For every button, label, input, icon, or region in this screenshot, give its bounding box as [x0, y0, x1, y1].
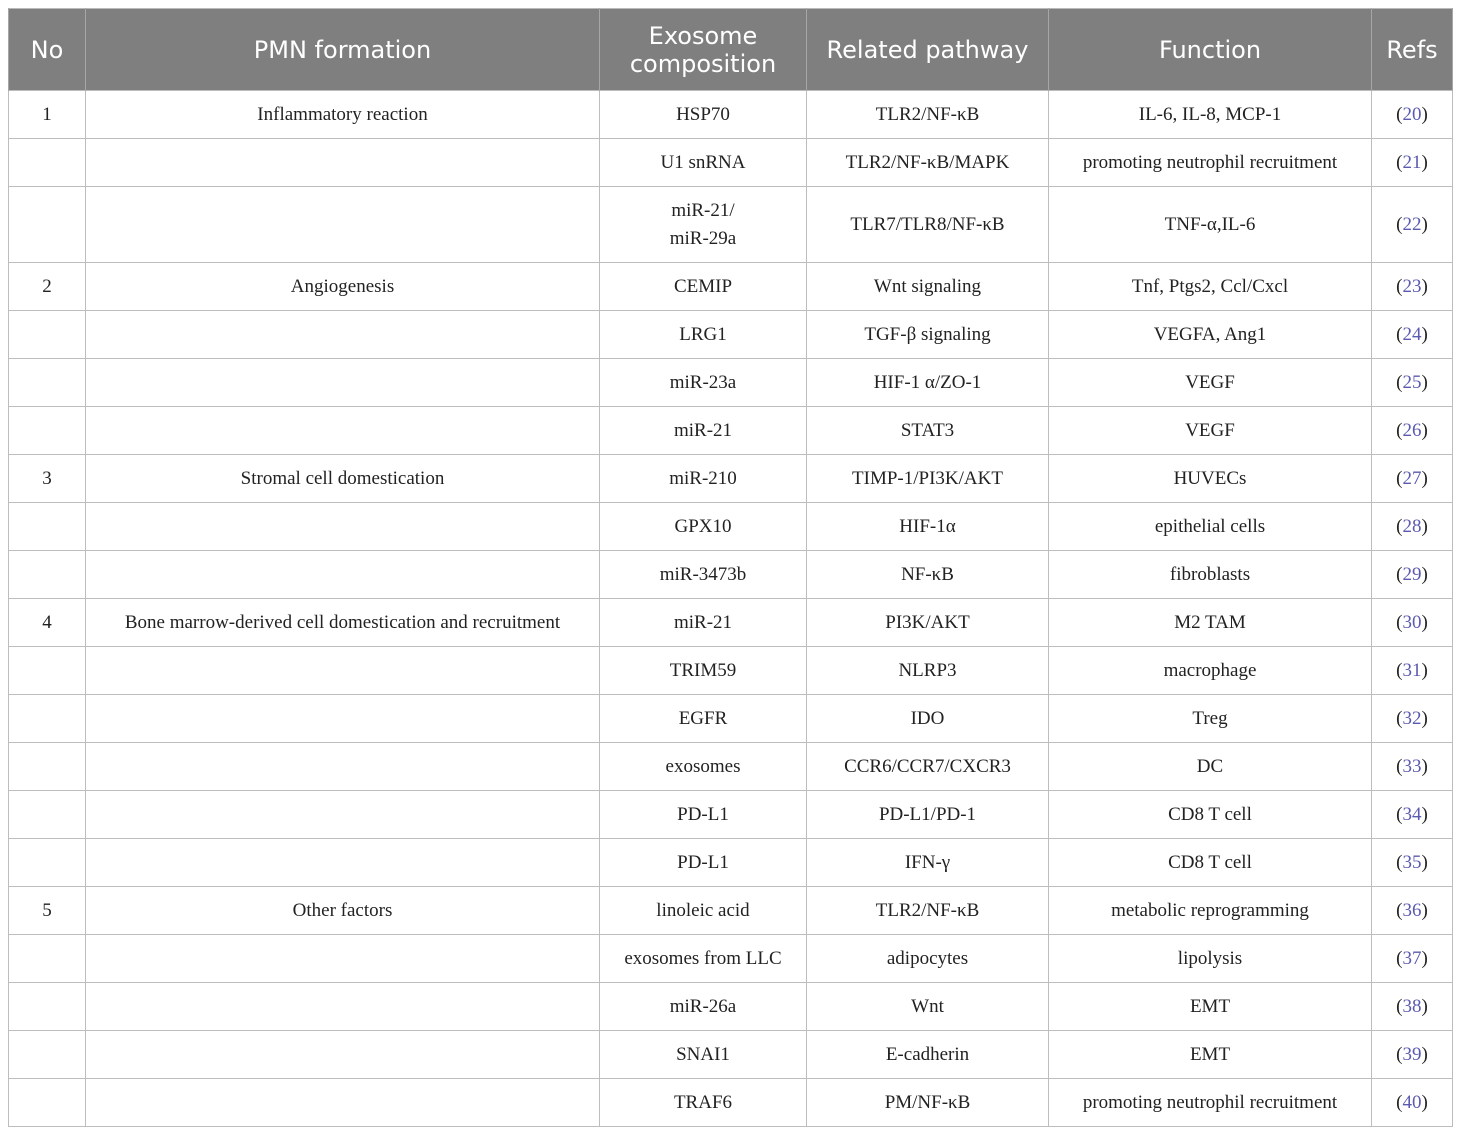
cell-exosome-composition: miR-21/ miR-29a — [600, 187, 807, 263]
cell-no — [9, 743, 86, 791]
ref-close-paren: ) — [1421, 371, 1428, 393]
cell-refs — [1372, 887, 1453, 935]
reference-link[interactable]: 34 — [1402, 803, 1422, 825]
table-row — [9, 599, 1453, 647]
ref-open-paren: ( — [1396, 515, 1403, 537]
cell-exosome-composition: miR-21 — [600, 599, 807, 647]
cell-pmn-formation — [86, 503, 600, 551]
table-row — [9, 359, 1453, 407]
cell-related-pathway: STAT3 — [807, 407, 1049, 455]
header-refs: Refs — [1372, 9, 1453, 91]
cell-function: epithelial cells — [1049, 503, 1372, 551]
cell-related-pathway: HIF-1 α/ZO-1 — [807, 359, 1049, 407]
ref-open-paren: ( — [1396, 371, 1403, 393]
ref-open-paren: ( — [1396, 275, 1403, 297]
cell-exosome-composition: LRG1 — [600, 311, 807, 359]
cell-pmn-formation — [86, 359, 600, 407]
cell-refs — [1372, 743, 1453, 791]
cell-refs — [1372, 647, 1453, 695]
cell-exosome-composition: miR-26a — [600, 983, 807, 1031]
ref-close-paren: ) — [1421, 467, 1428, 489]
table-row — [9, 935, 1453, 983]
cell-related-pathway: IFN-γ — [807, 839, 1049, 887]
header-pmn-formation: PMN formation — [86, 9, 600, 91]
ref-close-paren: ) — [1421, 995, 1428, 1017]
cell-related-pathway: PM/NF-κB — [807, 1079, 1049, 1127]
ref-open-paren: ( — [1396, 563, 1403, 585]
reference-link[interactable]: 35 — [1402, 851, 1422, 873]
reference-link[interactable]: 25 — [1402, 371, 1422, 393]
cell-related-pathway: TLR2/NF-κB — [807, 91, 1049, 139]
table-row — [9, 791, 1453, 839]
cell-refs — [1372, 983, 1453, 1031]
cell-refs — [1372, 1031, 1453, 1079]
reference-link[interactable]: 28 — [1402, 515, 1422, 537]
cell-pmn-formation: Bone marrow-derived cell domestication and recruitment — [86, 599, 600, 647]
cell-pmn-formation — [86, 647, 600, 695]
table-row — [9, 695, 1453, 743]
cell-no — [9, 1031, 86, 1079]
cell-no: 2 — [9, 263, 86, 311]
ref-close-paren: ) — [1421, 659, 1428, 681]
cell-pmn-formation — [86, 551, 600, 599]
table-row — [9, 407, 1453, 455]
reference-link[interactable]: 38 — [1402, 995, 1422, 1017]
reference-link[interactable]: 30 — [1402, 611, 1422, 633]
reference-link[interactable]: 40 — [1402, 1091, 1422, 1113]
cell-no — [9, 791, 86, 839]
reference-link[interactable]: 24 — [1402, 323, 1422, 345]
ref-close-paren: ) — [1421, 899, 1428, 921]
cell-function: VEGF — [1049, 359, 1372, 407]
cell-pmn-formation — [86, 311, 600, 359]
cell-related-pathway: NF-κB — [807, 551, 1049, 599]
ref-open-paren: ( — [1396, 707, 1403, 729]
reference-link[interactable]: 21 — [1402, 151, 1422, 173]
table-row — [9, 551, 1453, 599]
reference-link[interactable]: 37 — [1402, 947, 1422, 969]
reference-link[interactable]: 23 — [1402, 275, 1422, 297]
ref-close-paren: ) — [1421, 755, 1428, 777]
cell-pmn-formation — [86, 1031, 600, 1079]
cell-related-pathway: Wnt — [807, 983, 1049, 1031]
cell-related-pathway: Wnt signaling — [807, 263, 1049, 311]
cell-related-pathway: E-cadherin — [807, 1031, 1049, 1079]
cell-related-pathway: TLR2/NF-κB — [807, 887, 1049, 935]
ref-open-paren: ( — [1396, 1043, 1403, 1065]
ref-close-paren: ) — [1421, 275, 1428, 297]
cell-function: CD8 T cell — [1049, 839, 1372, 887]
cell-no: 3 — [9, 455, 86, 503]
cell-exosome-composition: miR-3473b — [600, 551, 807, 599]
cell-pmn-formation — [86, 139, 600, 187]
table-row — [9, 1079, 1453, 1127]
cell-exosome-composition: PD-L1 — [600, 791, 807, 839]
cell-refs — [1372, 139, 1453, 187]
ref-open-paren: ( — [1396, 151, 1403, 173]
cell-refs — [1372, 311, 1453, 359]
cell-exosome-composition: TRAF6 — [600, 1079, 807, 1127]
cell-no: 4 — [9, 599, 86, 647]
ref-open-paren: ( — [1396, 419, 1403, 441]
header-no: No — [9, 9, 86, 91]
ref-close-paren: ) — [1421, 103, 1428, 125]
ref-open-paren: ( — [1396, 659, 1403, 681]
cell-no — [9, 407, 86, 455]
cell-exosome-composition: GPX10 — [600, 503, 807, 551]
ref-close-paren: ) — [1421, 851, 1428, 873]
cell-exosome-composition: miR-210 — [600, 455, 807, 503]
cell-no — [9, 935, 86, 983]
ref-open-paren: ( — [1396, 947, 1403, 969]
ref-open-paren: ( — [1396, 803, 1403, 825]
cell-exosome-composition: TRIM59 — [600, 647, 807, 695]
reference-link[interactable]: 36 — [1402, 899, 1422, 921]
cell-no — [9, 983, 86, 1031]
cell-pmn-formation: Other factors — [86, 887, 600, 935]
cell-refs — [1372, 839, 1453, 887]
cell-no — [9, 1079, 86, 1127]
table-row — [9, 311, 1453, 359]
ref-close-paren: ) — [1421, 611, 1428, 633]
ref-close-paren: ) — [1421, 419, 1428, 441]
ref-open-paren: ( — [1396, 851, 1403, 873]
cell-refs — [1372, 551, 1453, 599]
cell-pmn-formation: Stromal cell domestication — [86, 455, 600, 503]
reference-link[interactable]: 26 — [1402, 419, 1422, 441]
cell-related-pathway: NLRP3 — [807, 647, 1049, 695]
table-row — [9, 139, 1453, 187]
reference-link[interactable]: 33 — [1402, 755, 1422, 777]
cell-exosome-composition: CEMIP — [600, 263, 807, 311]
ref-open-paren: ( — [1396, 611, 1403, 633]
cell-function: promoting neutrophil recruitment — [1049, 139, 1372, 187]
table-row — [9, 263, 1453, 311]
cell-no — [9, 359, 86, 407]
cell-function: lipolysis — [1049, 935, 1372, 983]
ref-close-paren: ) — [1421, 803, 1428, 825]
cell-pmn-formation — [86, 791, 600, 839]
cell-refs — [1372, 455, 1453, 503]
header-exosome-composition: Exosome composition — [600, 9, 807, 91]
cell-refs — [1372, 407, 1453, 455]
table-row — [9, 187, 1453, 263]
ref-open-paren: ( — [1396, 467, 1403, 489]
cell-function: macrophage — [1049, 647, 1372, 695]
cell-pmn-formation — [86, 695, 600, 743]
ref-close-paren: ) — [1421, 323, 1428, 345]
cell-function: EMT — [1049, 1031, 1372, 1079]
cell-no — [9, 139, 86, 187]
reference-link[interactable]: 32 — [1402, 707, 1422, 729]
ref-open-paren: ( — [1396, 1091, 1403, 1113]
ref-close-paren: ) — [1421, 515, 1428, 537]
cell-exosome-composition: exosomes — [600, 743, 807, 791]
cell-exosome-composition: linoleic acid — [600, 887, 807, 935]
cell-related-pathway: TLR2/NF-κB/MAPK — [807, 139, 1049, 187]
cell-related-pathway: TGF-β signaling — [807, 311, 1049, 359]
cell-exosome-composition: PD-L1 — [600, 839, 807, 887]
cell-refs — [1372, 503, 1453, 551]
cell-refs — [1372, 791, 1453, 839]
cell-related-pathway: TLR7/TLR8/NF-κB — [807, 187, 1049, 263]
cell-pmn-formation — [86, 407, 600, 455]
pmn-exosome-table — [8, 8, 1453, 1127]
cell-exosome-composition: HSP70 — [600, 91, 807, 139]
cell-pmn-formation — [86, 983, 600, 1031]
cell-exosome-composition: U1 snRNA — [600, 139, 807, 187]
cell-function: Treg — [1049, 695, 1372, 743]
table-row — [9, 455, 1453, 503]
table-row — [9, 647, 1453, 695]
cell-no — [9, 695, 86, 743]
cell-refs — [1372, 359, 1453, 407]
cell-no: 1 — [9, 91, 86, 139]
cell-function: EMT — [1049, 983, 1372, 1031]
cell-refs — [1372, 1079, 1453, 1127]
header-function: Function — [1049, 9, 1372, 91]
cell-related-pathway: CCR6/CCR7/CXCR3 — [807, 743, 1049, 791]
cell-function: HUVECs — [1049, 455, 1372, 503]
cell-function: VEGFA, Ang1 — [1049, 311, 1372, 359]
cell-related-pathway: TIMP-1/PI3K/AKT — [807, 455, 1049, 503]
cell-function: CD8 T cell — [1049, 791, 1372, 839]
cell-function: TNF-α,IL-6 — [1049, 187, 1372, 263]
reference-link[interactable]: 20 — [1402, 103, 1422, 125]
ref-close-paren: ) — [1421, 151, 1428, 173]
table-row — [9, 983, 1453, 1031]
cell-related-pathway: PD-L1/PD-1 — [807, 791, 1049, 839]
cell-function: promoting neutrophil recruitment — [1049, 1079, 1372, 1127]
ref-close-paren: ) — [1421, 947, 1428, 969]
cell-function: Tnf, Ptgs2, Ccl/Cxcl — [1049, 263, 1372, 311]
table-row — [9, 743, 1453, 791]
table-row — [9, 839, 1453, 887]
cell-related-pathway: HIF-1α — [807, 503, 1049, 551]
cell-function: fibroblasts — [1049, 551, 1372, 599]
reference-link[interactable]: 22 — [1402, 213, 1422, 235]
cell-exosome-composition: miR-23a — [600, 359, 807, 407]
cell-exosome-composition: SNAI1 — [600, 1031, 807, 1079]
cell-function: metabolic reprogramming — [1049, 887, 1372, 935]
cell-refs — [1372, 935, 1453, 983]
cell-refs — [1372, 187, 1453, 263]
cell-refs — [1372, 91, 1453, 139]
cell-function: M2 TAM — [1049, 599, 1372, 647]
cell-pmn-formation: Inflammatory reaction — [86, 91, 600, 139]
cell-no — [9, 551, 86, 599]
cell-pmn-formation — [86, 935, 600, 983]
cell-no — [9, 187, 86, 263]
cell-no: 5 — [9, 887, 86, 935]
cell-no — [9, 647, 86, 695]
cell-function: VEGF — [1049, 407, 1372, 455]
cell-function: DC — [1049, 743, 1372, 791]
cell-exosome-composition: EGFR — [600, 695, 807, 743]
ref-open-paren: ( — [1396, 899, 1403, 921]
table-row — [9, 1031, 1453, 1079]
reference-link[interactable]: 29 — [1402, 563, 1422, 585]
header-related-pathway: Related pathway — [807, 9, 1049, 91]
cell-related-pathway: adipocytes — [807, 935, 1049, 983]
ref-close-paren: ) — [1421, 213, 1428, 235]
cell-pmn-formation — [86, 1079, 600, 1127]
cell-pmn-formation — [86, 187, 600, 263]
cell-refs — [1372, 695, 1453, 743]
table-row — [9, 887, 1453, 935]
ref-open-paren: ( — [1396, 103, 1403, 125]
ref-open-paren: ( — [1396, 995, 1403, 1017]
cell-no — [9, 839, 86, 887]
cell-refs — [1372, 599, 1453, 647]
ref-open-paren: ( — [1396, 323, 1403, 345]
cell-pmn-formation: Angiogenesis — [86, 263, 600, 311]
cell-related-pathway: PI3K/AKT — [807, 599, 1049, 647]
cell-pmn-formation — [86, 839, 600, 887]
table-row — [9, 503, 1453, 551]
cell-exosome-composition: miR-21 — [600, 407, 807, 455]
reference-link[interactable]: 27 — [1402, 467, 1422, 489]
cell-exosome-composition: exosomes from LLC — [600, 935, 807, 983]
ref-close-paren: ) — [1421, 707, 1428, 729]
reference-link[interactable]: 39 — [1402, 1043, 1422, 1065]
cell-no — [9, 503, 86, 551]
ref-open-paren: ( — [1396, 755, 1403, 777]
table-row — [9, 91, 1453, 139]
reference-link[interactable]: 31 — [1402, 659, 1422, 681]
cell-function: IL-6, IL-8, MCP-1 — [1049, 91, 1372, 139]
ref-close-paren: ) — [1421, 1091, 1428, 1113]
header-row — [9, 9, 1453, 91]
ref-open-paren: ( — [1396, 213, 1403, 235]
ref-close-paren: ) — [1421, 1043, 1428, 1065]
ref-close-paren: ) — [1421, 563, 1428, 585]
cell-related-pathway: IDO — [807, 695, 1049, 743]
cell-pmn-formation — [86, 743, 600, 791]
cell-refs — [1372, 263, 1453, 311]
cell-no — [9, 311, 86, 359]
